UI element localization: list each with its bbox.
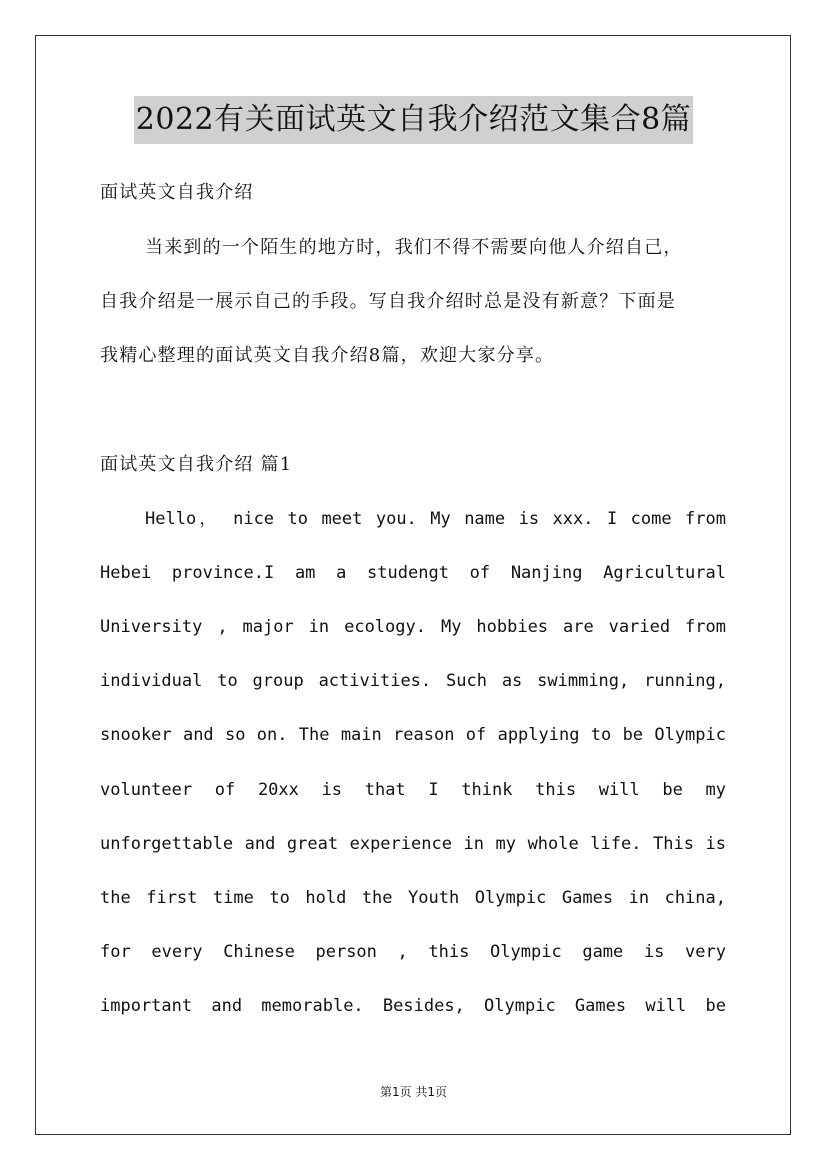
- article-line-7: unforgettable and great experience in my whole life. This is: [100, 834, 726, 854]
- article-line-4: individual to group activities. Such as swimming, running,: [100, 671, 726, 691]
- article-heading: 面试英文自我介绍 篇1: [100, 454, 293, 475]
- page-footer: 第1页 共1页: [379, 1085, 448, 1099]
- article-line-5: snooker and so on. The main reason of applying to be Olympic: [100, 725, 726, 745]
- title-container: [0, 96, 827, 144]
- document-title: 2022有关面试英文自我介绍范文集合8篇: [134, 96, 693, 144]
- intro-line-2: 自我介绍是一展示自己的手段。写自我介绍时总是没有新意？下面是: [100, 291, 676, 312]
- article-line-9: for every Chinese person , this Olympic game is very: [100, 942, 726, 962]
- intro-line-1: 当来到的一个陌生的地方时，我们不得不需要向他人介绍自己，: [145, 237, 683, 258]
- section-heading: 面试英文自我介绍: [100, 182, 254, 203]
- article-line-8: the first time to hold the Youth Olympic Games in china,: [100, 888, 726, 908]
- intro-line-3: 我精心整理的面试英文自我介绍8篇，欢迎大家分享。: [100, 345, 555, 366]
- article-line-2: Hebei province.I am a studengt of Nanjing Agricultural: [100, 563, 726, 583]
- article-line-3: University , major in ecology. My hobbies are varied from: [100, 617, 726, 637]
- article-line-10: important and memorable. Besides, Olympic Games will be: [100, 996, 726, 1016]
- article-line-1: Hello， nice to meet you. My name is xxx. I come from: [145, 509, 726, 529]
- article-line-6: volunteer of 20xx is that I think this will be my: [100, 780, 726, 800]
